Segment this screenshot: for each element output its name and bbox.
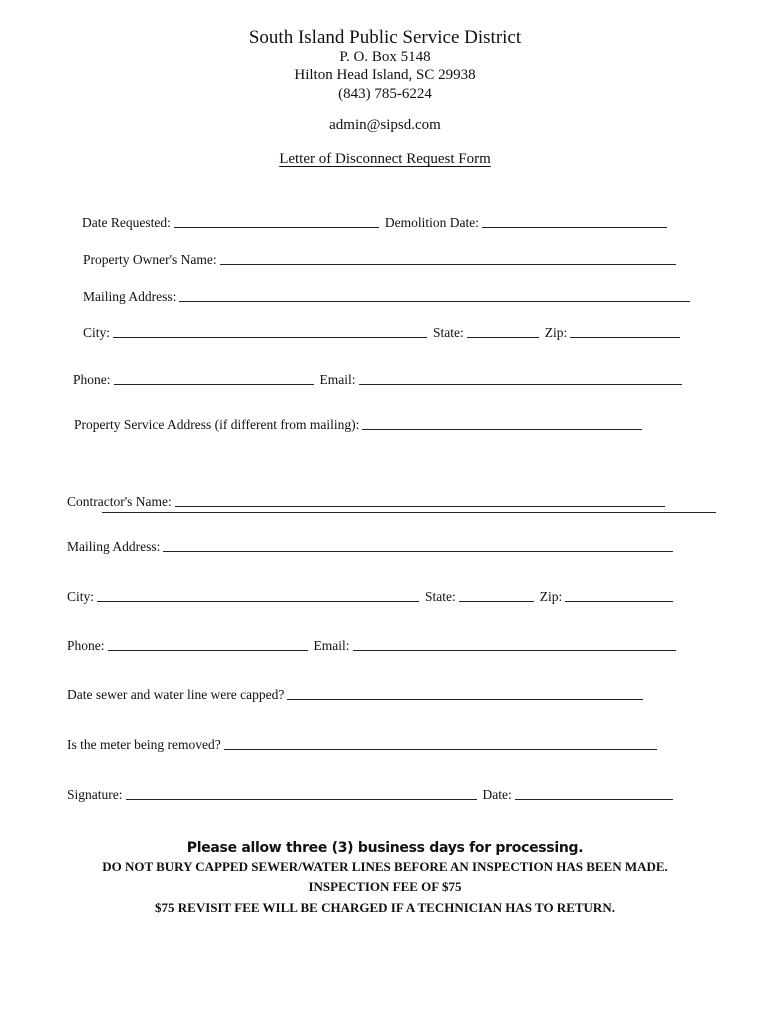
contractor-name-label: Contractor's Name: xyxy=(67,494,172,509)
owner-city-row xyxy=(83,325,680,341)
signature-date-label: Date: xyxy=(482,787,512,802)
date-requested-field[interactable] xyxy=(174,226,379,228)
form-title: Letter of Disconnect Request Form xyxy=(279,151,491,167)
owner-mailing-address-field[interactable] xyxy=(179,300,690,302)
capped-date-label: Date sewer and water line were capped? xyxy=(67,687,285,702)
contractor-city-row xyxy=(67,589,673,605)
meter-row xyxy=(67,737,657,753)
organization-name: South Island Public Service District xyxy=(248,27,522,48)
contractor-name-field[interactable] xyxy=(175,505,665,507)
owner-name-row xyxy=(83,252,676,268)
phone-number: (843) 785-6224 xyxy=(338,86,432,102)
contractor-mailing-address-field[interactable] xyxy=(163,550,673,552)
owner-name-label: Property Owner's Name: xyxy=(83,252,217,267)
meter-removed-field[interactable] xyxy=(224,748,657,750)
owner-contact-row xyxy=(73,372,682,388)
capped-date-field[interactable] xyxy=(287,698,643,700)
owner-mailing-address-label: Mailing Address: xyxy=(83,289,177,304)
contractor-city-field[interactable] xyxy=(97,600,419,602)
contractor-phone-label: Phone: xyxy=(67,638,105,653)
contractor-state-label: State: xyxy=(425,589,456,604)
capped-row xyxy=(67,687,643,703)
contractor-phone-field[interactable] xyxy=(108,649,308,651)
signature-field[interactable] xyxy=(126,798,477,800)
owner-state-label: State: xyxy=(433,325,464,340)
contractor-zip-field[interactable] xyxy=(565,600,673,602)
contractor-mailing-row xyxy=(67,539,673,555)
owner-state-field[interactable] xyxy=(467,336,539,338)
owner-city-label: City: xyxy=(83,325,111,340)
contractor-state-field[interactable] xyxy=(459,600,534,602)
service-address-label: Property Service Address (if different from mailing): xyxy=(74,417,360,432)
po-box: P. O. Box 5148 xyxy=(339,49,431,65)
stray-underline xyxy=(102,512,716,513)
demolition-date-field[interactable] xyxy=(482,226,667,228)
revisit-fee-note: $75 REVISIT FEE WILL BE CHARGED IF A TECHNICIAN HAS TO RETURN. xyxy=(155,900,615,915)
signature-row xyxy=(67,787,673,803)
contractor-zip-label: Zip: xyxy=(539,589,563,604)
owner-name-field[interactable] xyxy=(220,263,676,265)
owner-mailing-row xyxy=(83,289,690,305)
contractor-email-field[interactable] xyxy=(353,649,676,651)
contractor-email-label: Email: xyxy=(313,638,350,653)
service-address-field[interactable] xyxy=(362,428,642,430)
inspection-warning: DO NOT BURY CAPPED SEWER/WATER LINES BEFORE AN INSPECTION HAS BEEN MADE. xyxy=(102,859,668,874)
contractor-name-row xyxy=(67,494,665,510)
owner-zip-field[interactable] xyxy=(570,336,680,338)
contractor-mailing-address-label: Mailing Address: xyxy=(67,539,161,554)
email-address: admin@sipsd.com xyxy=(329,117,441,133)
owner-phone-label: Phone: xyxy=(73,372,111,387)
inspection-fee-note: INSPECTION FEE OF $75 xyxy=(308,879,462,894)
contractor-contact-row xyxy=(67,638,676,654)
city-state-zip: Hilton Head Island, SC 29938 xyxy=(294,67,476,83)
date-requested-label: Date Requested: xyxy=(82,215,171,230)
owner-phone-field[interactable] xyxy=(114,383,314,385)
signature-date-field[interactable] xyxy=(515,798,673,800)
owner-email-field[interactable] xyxy=(359,383,682,385)
demolition-date-label: Demolition Date: xyxy=(384,215,479,230)
date-row xyxy=(82,215,667,231)
processing-note: Please allow three (3) business days for processing. xyxy=(186,840,584,856)
owner-zip-label: Zip: xyxy=(544,325,568,340)
signature-label: Signature: xyxy=(67,787,123,802)
meter-removed-label: Is the meter being removed? xyxy=(67,737,221,752)
service-address-row xyxy=(74,417,642,433)
owner-email-label: Email: xyxy=(319,372,356,387)
owner-city-field[interactable] xyxy=(113,336,427,338)
contractor-city-label: City: xyxy=(67,589,95,604)
